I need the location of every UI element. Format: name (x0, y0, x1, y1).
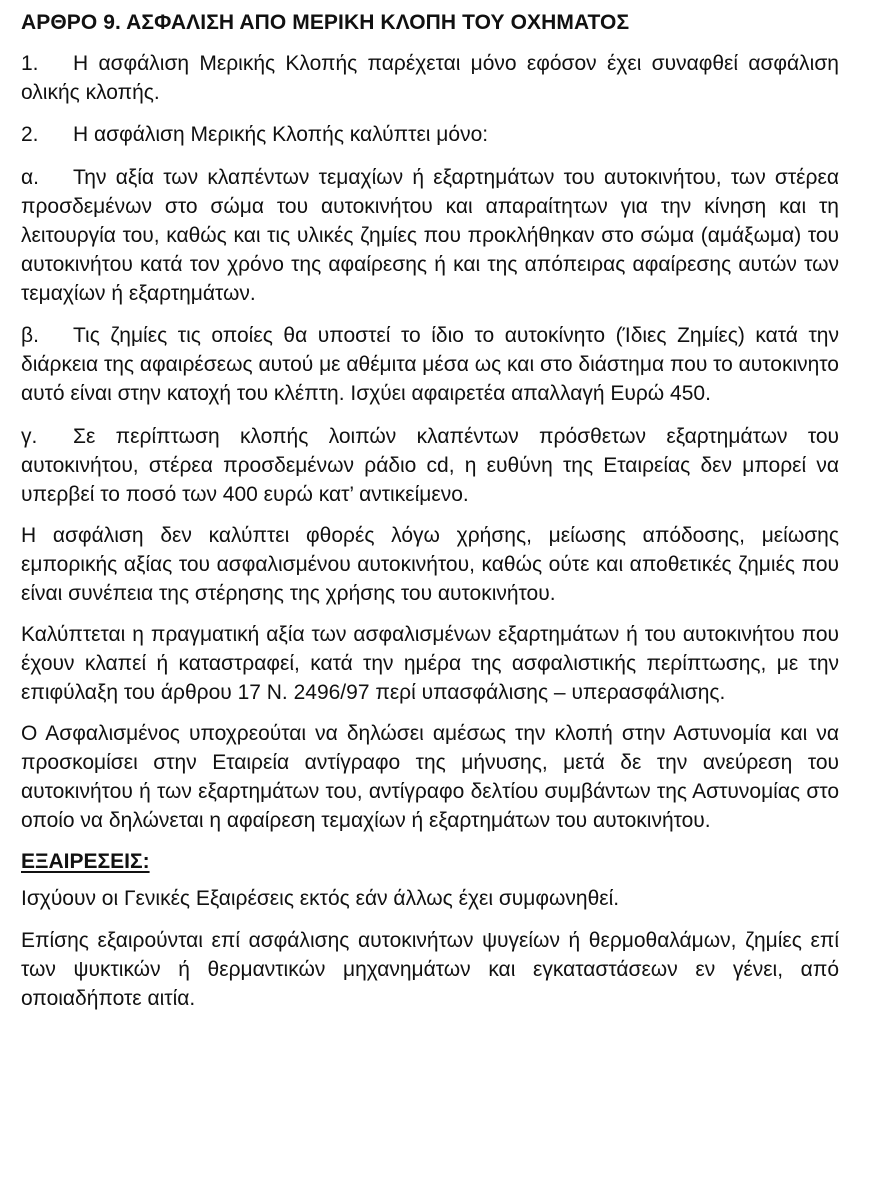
clause-1 (21, 49, 839, 107)
exclusions-heading: ΕΞΑΙΡΕΣΕΙΣ: (21, 850, 150, 873)
clause-marker: 2. (21, 123, 39, 146)
clause-text: Σε περίπτωση κλοπής λοιπών κλαπέντων πρόσθετων εξαρτημάτων του αυτοκινήτου, στέρεα προσδεμένων ράδιο cd, η ευθύνη της Εταιρείας δεν μπορεί να υπερβεί το ποσό των 400 ευρώ κατ’ αντικείμενο. (21, 425, 839, 506)
clause-text: Η ασφάλιση Μερικής Κλοπής παρέχεται μόνο εφόσον έχει συναφθεί ασφάλιση ολικής κλοπής. (21, 52, 839, 104)
document-content (21, 10, 839, 1013)
clause-marker: β. (21, 324, 39, 347)
paragraph-wear-exclusion: Η ασφάλιση δεν καλύπτει φθορές λόγω χρήσης, μείωσης απόδοσης, μείωσης εμπορικής αξίας του ασφαλισμένου αυτοκινήτου, καθώς ούτε και αποθετικές ζημιές που είναι συνέπεια της στέρησης της χρήσης του αυτοκινήτου. (21, 524, 839, 605)
exclusions-refrigerated: Επίσης εξαιρούνται επί ασφάλισης αυτοκινήτων ψυγείων ή θερμοθαλάμων, ζημίες επί των ψυκτικών ή θερμαντικών μηχανημάτων και εγκαταστάσεων εν γένει, από οποιαδήποτε αιτία. (21, 929, 839, 1010)
paragraph-police-report: Ο Ασφαλισμένος υποχρεούται να δηλώσει αμέσως την κλοπή στην Αστυνομία και να προσκομίσει στην Εταιρεία αντίγραφο της μήνυσης, μετά δε την ανεύρεση του αυτοκινήτου ή των εξαρτημάτων του, αντίγραφο δελτίου συμβάντων της Αστυνομίας στο οποίο να δηλώνεται η αφαίρεση τεμαχίων ή εξαρτημάτων του αυτοκινήτου. (21, 722, 839, 832)
exclusions-general: Ισχύουν οι Γενικές Εξαιρέσεις εκτός εάν άλλως έχει συμφωνηθεί. (21, 887, 620, 910)
clause-marker: α. (21, 166, 39, 189)
paragraph-actual-value: Καλύπτεται η πραγματική αξία των ασφαλισμένων εξαρτημάτων ή του αυτοκινήτου που έχουν κλαπεί ή καταστραφεί, κατά την ημέρα της ασφαλιστικής περίπτωσης, με την επιφύλαξη του άρθρου 17 Ν. 2496/97 περί υπασφάλισης – υπερασφάλισης. (21, 623, 839, 704)
clause-2 (21, 120, 839, 149)
article-title: ΑΡΘΡΟ 9. ΑΣΦΑΛΙΣΗ ΑΠΟ ΜΕΡΙΚΗ ΚΛΟΠΗ ΤΟΥ ΟΧΗΜΑΤΟΣ (21, 11, 630, 34)
clause-text: Η ασφάλιση Μερικής Κλοπής καλύπτει μόνο: (73, 123, 489, 146)
clause-2a (21, 163, 839, 308)
clause-text: Την αξία των κλαπέντων τεμαχίων ή εξαρτημάτων του αυτοκινήτου, των στέρεα προσδεμένων στο σώμα του αυτοκινήτου και απαραίτητων για την κίνηση και τη λειτουργία του, καθώς και τις υλικές ζημίες που προκλήθηκαν στο σώμα (αμάξωμα) του αυτοκινήτου κατά τον χρόνο της αφαίρεσης ή και της απόπειρας αφαίρεσης αυτών των τεμαχίων ή εξαρτημάτων. (21, 166, 839, 305)
clause-2b (21, 321, 839, 408)
clause-marker: γ. (21, 425, 38, 448)
clause-2c (21, 422, 839, 509)
clause-text: Τις ζημίες τις οποίες θα υποστεί το ίδιο το αυτοκίνητο (Ίδιες Ζημίες) κατά την διάρκεια της αφαιρέσεως αυτού με αθέμιτα μέσα ως και στο διάστημα που το αυτοκινητο αυτό είναι στην κατοχή του κλέπτη. Ισχύει αφαιρετέα απαλλαγή Ευρώ 450. (21, 324, 839, 405)
clause-marker: 1. (21, 52, 39, 75)
